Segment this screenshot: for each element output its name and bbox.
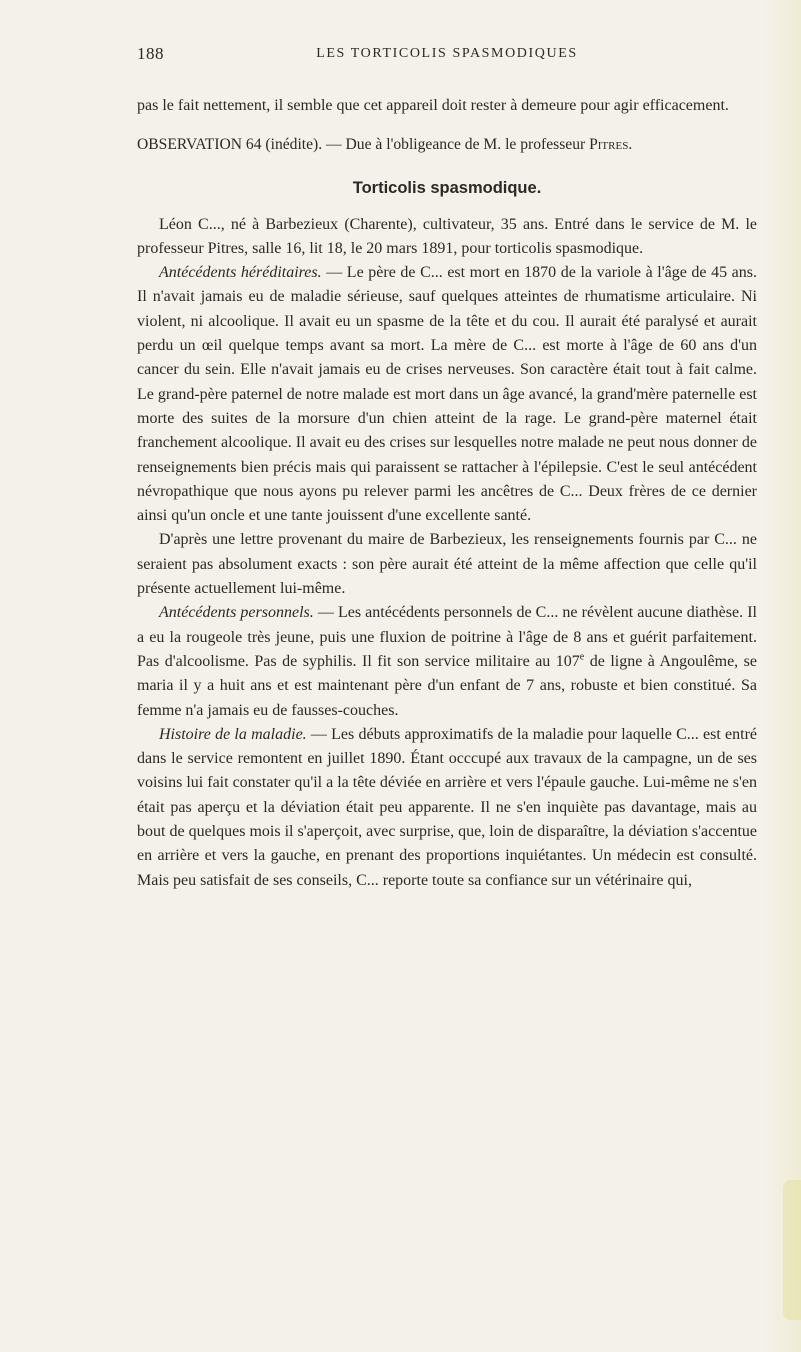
page-number: 188 xyxy=(137,44,164,63)
observation-heading xyxy=(137,133,757,157)
paragraph-patient: Léon C..., né à Barbezieux (Charente), cultivateur, 35 ans. Entré dans le service de M. le professeur Pitres, salle 16, lit 18, le 20 mars 1891, pour torticolis spasmodique. xyxy=(137,215,757,257)
antecedents-hereditaires-label: Antécédents héréditaires. xyxy=(159,264,322,282)
antecedents-hereditaires-text: — Le père de C... est mort en 1870 de la variole à l'âge de 45 ans. Il n'avait jamais eu de maladie sérieuse, sauf quelques atteintes de rhumatisme articulaire. Ni violent, ni alcoolique. Il avait eu un spasme de la tête et du cou. Il aurait été paralysé et aurait perdu un œil quelque temps avant sa mort. La mère de C... est morte à l'âge de 60 ans d'un cancer du sein. Elle n'avait jamais eu de crises nerveuses. Son caractère était tout à fait calme. Le grand-père paternel de notre malade est mort dans un âge avancé, la grand'mère paternelle est morte des suites de la morsure d'un chien atteint de la rage. Le grand-père maternel était franchement alcoolique. Il avait eu des crises sur lesquelles notre malade ne peut nous donner de renseignements bien précis mais qui paraissent se rattacher à l'épilepsie. C'est le seul antécédent névropathique que nous ayons pu relever parmi les ancêtres de C... Deux frères de ce dernier ainsi qu'un oncle et une tante jouissent d'une excellente santé. xyxy=(137,264,758,525)
paragraph-antecedents-hereditaires xyxy=(137,261,757,528)
superscript-e: e xyxy=(579,651,585,663)
histoire-label: Histoire de la maladie. xyxy=(159,725,307,743)
page-body xyxy=(137,94,757,893)
observation-prefix: OBSERVATION 64 (inédite). — Due à l'obligeance de M. le professeur xyxy=(137,136,590,154)
histoire-text: — Les débuts approximatifs de la maladie pour laquelle C... est entré dans le service remontent en juillet 1890. Étant occcupé aux travaux de la campagne, un de ses voisins lui fait constater qu'il a la tête déviée en arrière et vers l'épaule gauche. Lui-même ne s'en était pas aperçu et la déviation était peu apparente. Il ne s'en inquiète pas davantage, mais au bout de quelques mois il s'aperçoit, avec surprise, que, loin de disparaître, la déviation s'accentue en arrière et vers la gauche, en prenant des proportions inquiétantes. Un médecin est consulté. Mais peu satisfait de ses conseils, C... reporte toute sa confiance sur un vétérinaire qui, xyxy=(137,725,757,889)
page-header xyxy=(137,44,757,70)
paragraph-intro: pas le fait nettement, il semble que cet appareil doit rester à demeure pour agir efficacement. xyxy=(137,97,729,114)
antecedents-personnels-label: Antécédents personnels. xyxy=(159,604,314,622)
running-title: LES TORTICOLIS SPASMODIQUES xyxy=(316,46,578,61)
page-edge-shadow xyxy=(763,0,801,1352)
paragraph-lettre: D'après une lettre provenant du maire de Barbezieux, les renseignements fournis par C... ne seraient pas absolument exacts : son père aurait été atteint de la même affection que celle qu'il présente actuellement lui-même. xyxy=(137,531,757,598)
paragraph-histoire xyxy=(137,723,757,893)
antecedents-personnels-text-cont: de ligne à Angoulême, se maria il y a huit ans et est maintenant père d'un enfant de 7 ans, robuste et bien constitué. Sa femme n'a jamais eu de fausses-couches. xyxy=(137,652,757,719)
section-title: Torticolis spasmodique. xyxy=(352,178,542,197)
paragraph-antecedents-personnels xyxy=(137,601,757,722)
antecedents-personnels-text: — Les antécédents personnels de C... ne révèlent aucune diathèse. Il a eu la rougeole très jeune, puis une fluxion de poitrine à l'âge de 8 ans et guérit parfaitement. Pas d'alcoolisme. Pas de syphilis. Il fit son service militaire au 107 xyxy=(137,604,757,670)
paper-stain xyxy=(783,1180,801,1320)
observation-suffix: . xyxy=(628,136,633,154)
observation-professor-name: Pitres xyxy=(589,136,629,154)
